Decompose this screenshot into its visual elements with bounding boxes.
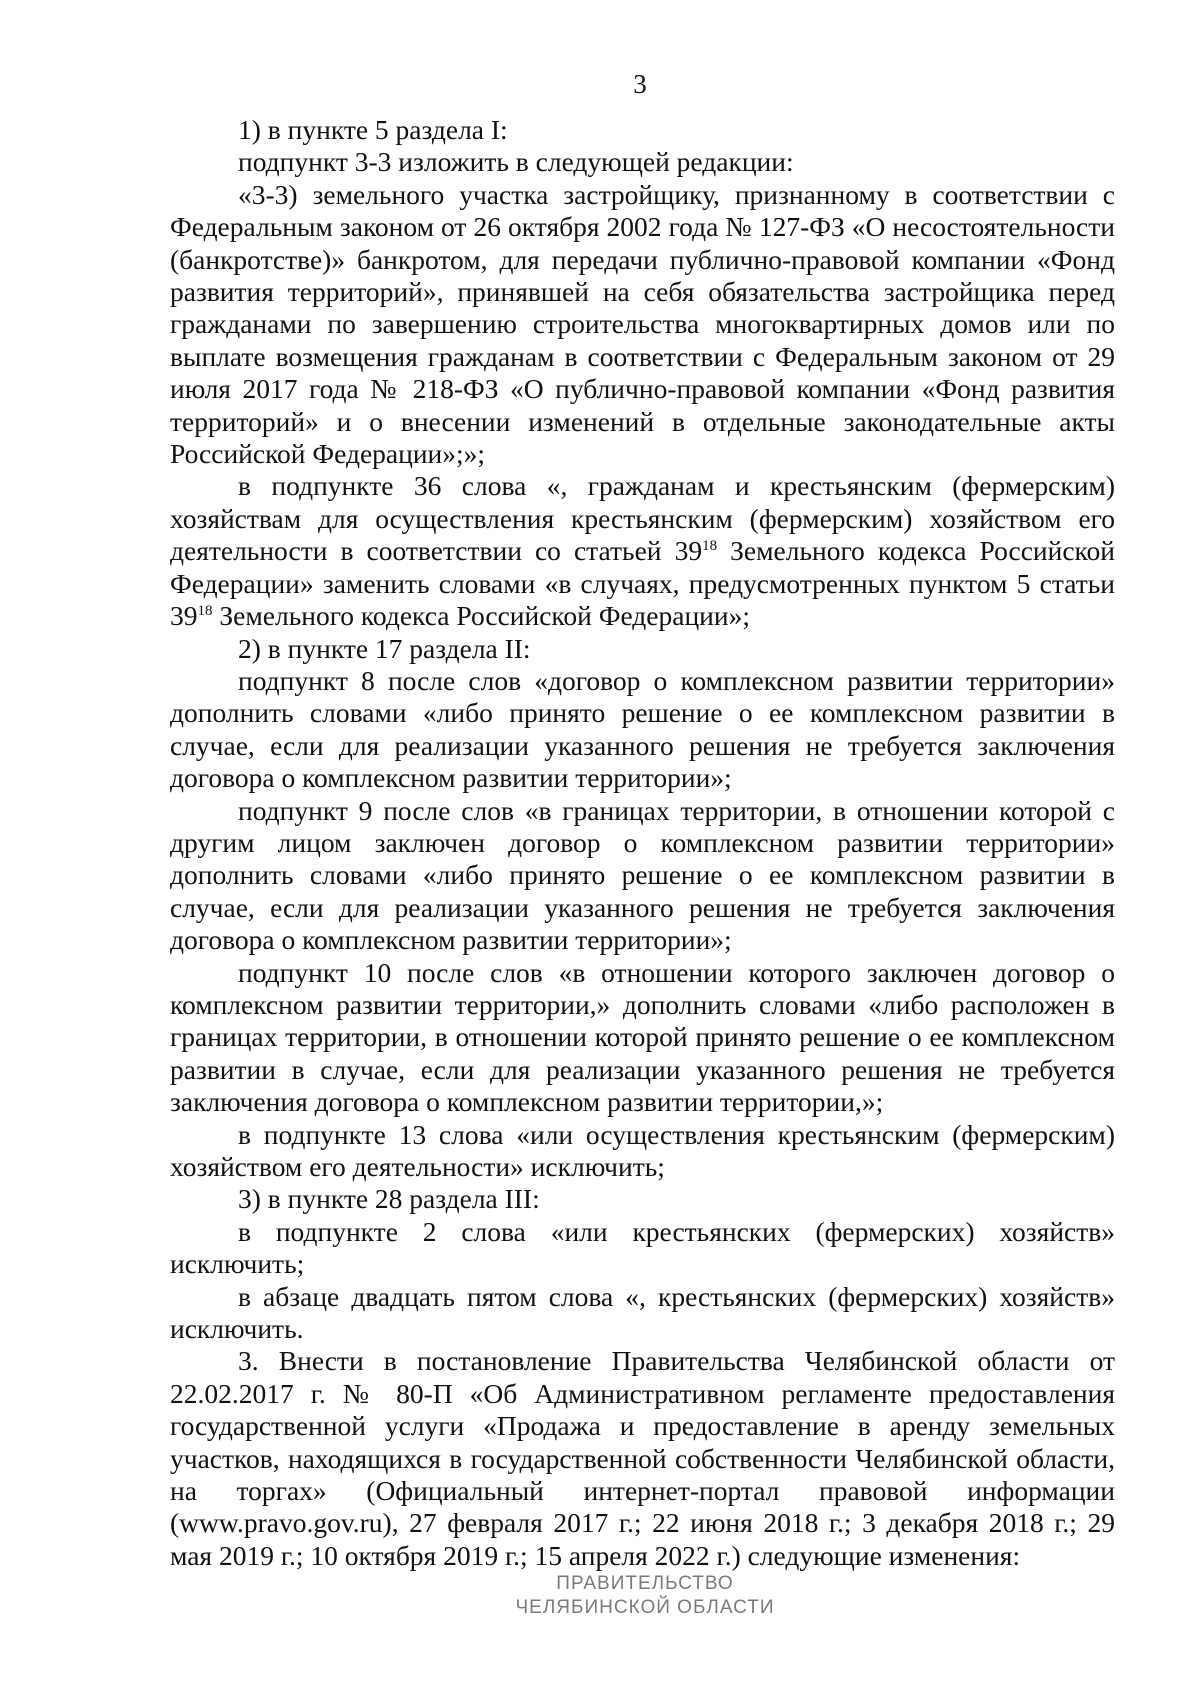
government-stamp: [0, 1572, 1200, 1620]
paragraph-6: подпункт 8 после слов «договор о комплексном развитии территории» дополнить словами «либо принято решение о ее комплексном развитии в случае, если для реализации указанного решения не требуется заключения договора о комплексном развитии территории»;: [170, 664, 1115, 794]
paragraph-9: в подпункте 13 слова «или осуществления крестьянским (фермерским) хозяйством его деятельности» исключить;: [170, 1118, 1115, 1182]
paragraph-8: подпункт 10 после слов «в отношении которого заключен договор о комплексном развитии территории,» дополнить словами «либо расположен в границах территории, в отношении которой принято решение о ее комплексном развитии в случае, если для реализации указанного решения не требуется заключения договора о комплексном развитии территории,»;: [170, 956, 1115, 1118]
paragraph-2: подпункт 3-3 изложить в следующей редакции:: [238, 146, 794, 178]
paragraph-1: 1) в пункте 5 раздела I:: [238, 114, 508, 145]
document-body: [170, 114, 1115, 1572]
paragraph-11: в подпункте 2 слова «или крестьянских (фермерских) хозяйств» исключить;: [170, 1215, 1115, 1280]
paragraph-13: 3. Внести в постановление Правительства Челябинской области от 22.02.2017 г. № 80-П «Об Административном регламенте предоставления государственной услуги «Продажа и предоставление в аренду земельных участков, находящихся в государственной собственности Челябинской области, на торгах» (Официальный интернет-портал правовой информации (www.pravo.gov.ru), 27 февраля 2017 г.; 22 июня 2018 г.; 3 декабря 2018 г.; 29 мая 2019 г.; 10 октября 2019 г.; 15 апреля 2022 г.) следующие изменения:: [170, 1345, 1115, 1571]
paragraph-10: 3) в пункте 28 раздела III:: [238, 1183, 540, 1215]
paragraph-7: подпункт 9 после слов «в границах территории, в отношении которой с другим лицом заключен договор о комплексном развитии территории» дополнить словами «либо принято решение о ее комплексном развитии в случае, если для реализации указанного решения не требуется заключения договора о комплексном развитии территории»;: [170, 794, 1115, 956]
stamp-line-1: ПРАВИТЕЛЬСТВО: [556, 1573, 734, 1594]
page-number: 3: [633, 69, 647, 99]
paragraph-12: в абзаце двадцать пятом слова «, крестьянских (фермерских) хозяйств» исключить.: [170, 1280, 1115, 1345]
paragraph-5: 2) в пункте 17 раздела II:: [238, 632, 531, 664]
paragraph-4: в подпункте 36 слова «, гражданам и крестьянским (фермерским) хозяйствам для осуществления крестьянским (фермерским) хозяйством его деятельности в соответствии со статьей $39^{18}$ Земельного кодекса Российской Федерации» заменить словами «в случаях, предусмотренных пунктом 5 статьи $39^{18}$ Земельного кодекса Российской Федерации»;: [170, 470, 1115, 632]
stamp-line-2: ЧЕЛЯБИНСКОЙ ОБЛАСТИ: [515, 1597, 775, 1618]
paragraph-3: «3-3) земельного участка застройщику, признанному в соответствии с Федеральным законом от 26 октября 2002 года № 127-ФЗ «О несостоятельности (банкротстве)» банкротом, для передачи публично-правовой компании «Фонд развития территорий», принявшей на себя обязательства застройщика перед гражданами по завершению строительства многоквартирных домов или по выплате возмещения гражданам в соответствии с Федеральным законом от 29 июля 2017 года № 218-ФЗ «О публично-правовой компании «Фонд развития территорий» и о внесении изменений в отдельные законодательные акты Российской Федерации»;»;: [170, 178, 1115, 470]
